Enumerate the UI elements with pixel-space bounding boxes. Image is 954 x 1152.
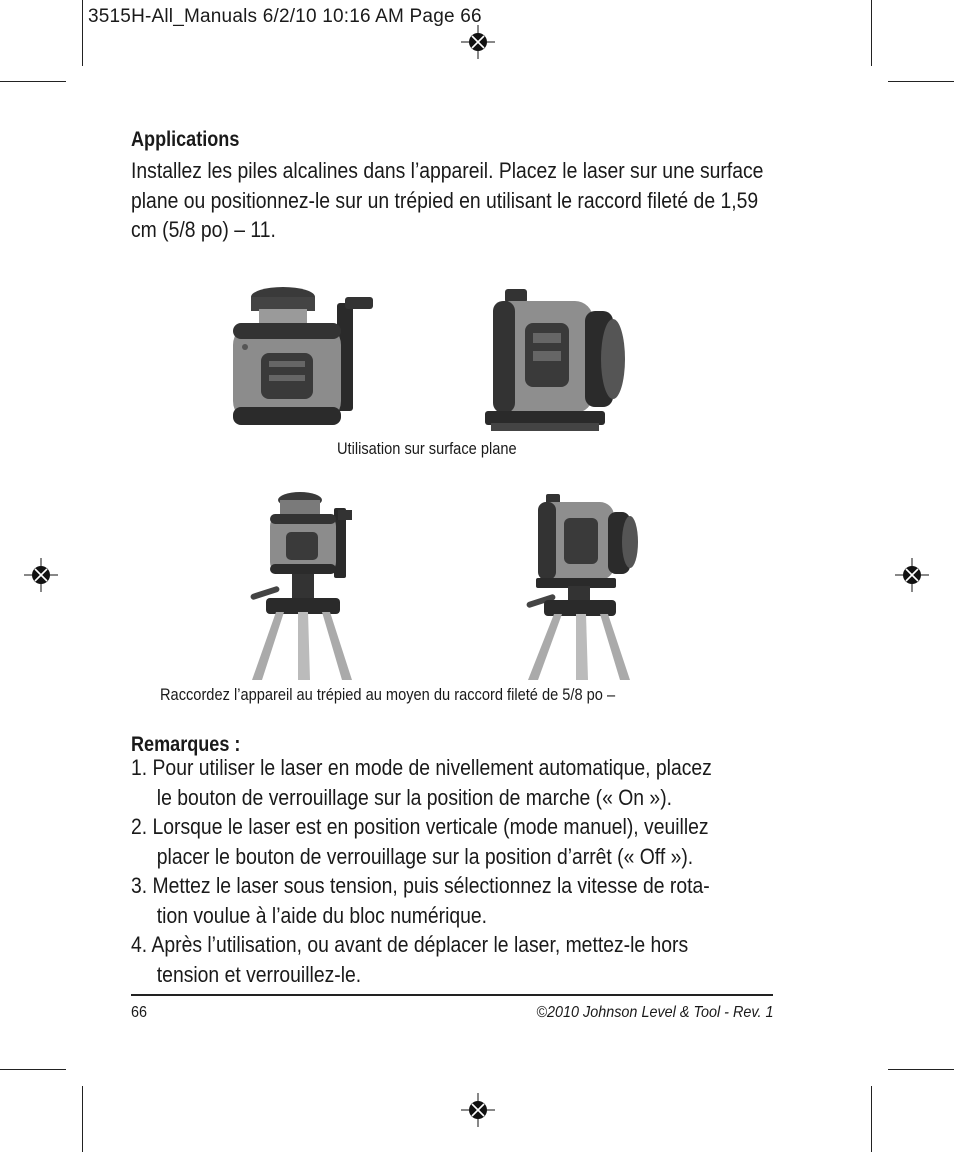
remark-item: 1. Pour utiliser le laser en mode de nivellement automatique, placez le bouton de verrouillage sur la position de marche (« On »). — [131, 755, 712, 810]
intro-paragraph: Installez les piles alcalines dans l’appareil. Placez le laser sur une surface plane ou positionnez-le sur un trépied en utilisant le raccord fileté de 1,59 cm (5/8 po) – 11. — [131, 158, 764, 242]
crop-mark-top-right-v — [871, 0, 872, 66]
registration-mark-icon — [895, 558, 929, 592]
crop-mark-bottom-left-h — [0, 1069, 66, 1070]
section-title: Applications — [131, 128, 240, 151]
remark-item: 2. Lorsque le laser est en position verticale (mode manuel), veuillez placer le bouton de verrouillage sur la position d’arrêt (« Off »). — [131, 814, 709, 869]
laser-flat-front-photo — [225, 283, 375, 433]
crop-mark-top-right-h — [888, 81, 954, 82]
crop-mark-top-left-v — [82, 0, 83, 66]
crop-mark-bottom-right-h — [888, 1069, 954, 1070]
laser-tripod-upright-photo — [248, 492, 358, 680]
registration-mark-icon — [461, 25, 495, 59]
footer-rule — [131, 994, 773, 996]
figure1-caption: Utilisation sur surface plane — [337, 439, 517, 458]
print-slug: 3515H-All_Manuals 6/2/10 10:16 AM Page 66 — [88, 6, 482, 27]
remarks-title: Remarques : — [131, 733, 241, 756]
laser-flat-side-photo — [485, 287, 635, 433]
remark-item: 3. Mettez le laser sous tension, puis sélectionnez la vitesse de rota- tion voulue à l’aide du bloc numérique. — [131, 873, 710, 928]
copyright-notice: ©2010 Johnson Level & Tool - Rev. 1 — [536, 1004, 774, 1021]
remark-item: 4. Après l’utilisation, ou avant de déplacer le laser, mettez-le hors tension et verrouillez-le. — [131, 932, 689, 987]
registration-mark-icon — [461, 1093, 495, 1127]
crop-mark-bottom-right-v — [871, 1086, 872, 1152]
registration-mark-icon — [24, 558, 58, 592]
laser-tripod-side-photo — [524, 492, 644, 680]
crop-mark-bottom-left-v — [82, 1086, 83, 1152]
figure2-caption: Raccordez l’appareil au trépied au moyen du raccord fileté de 5/8 po – — [160, 685, 616, 704]
crop-mark-top-left-h — [0, 81, 66, 82]
page-number: 66 — [131, 1004, 148, 1021]
